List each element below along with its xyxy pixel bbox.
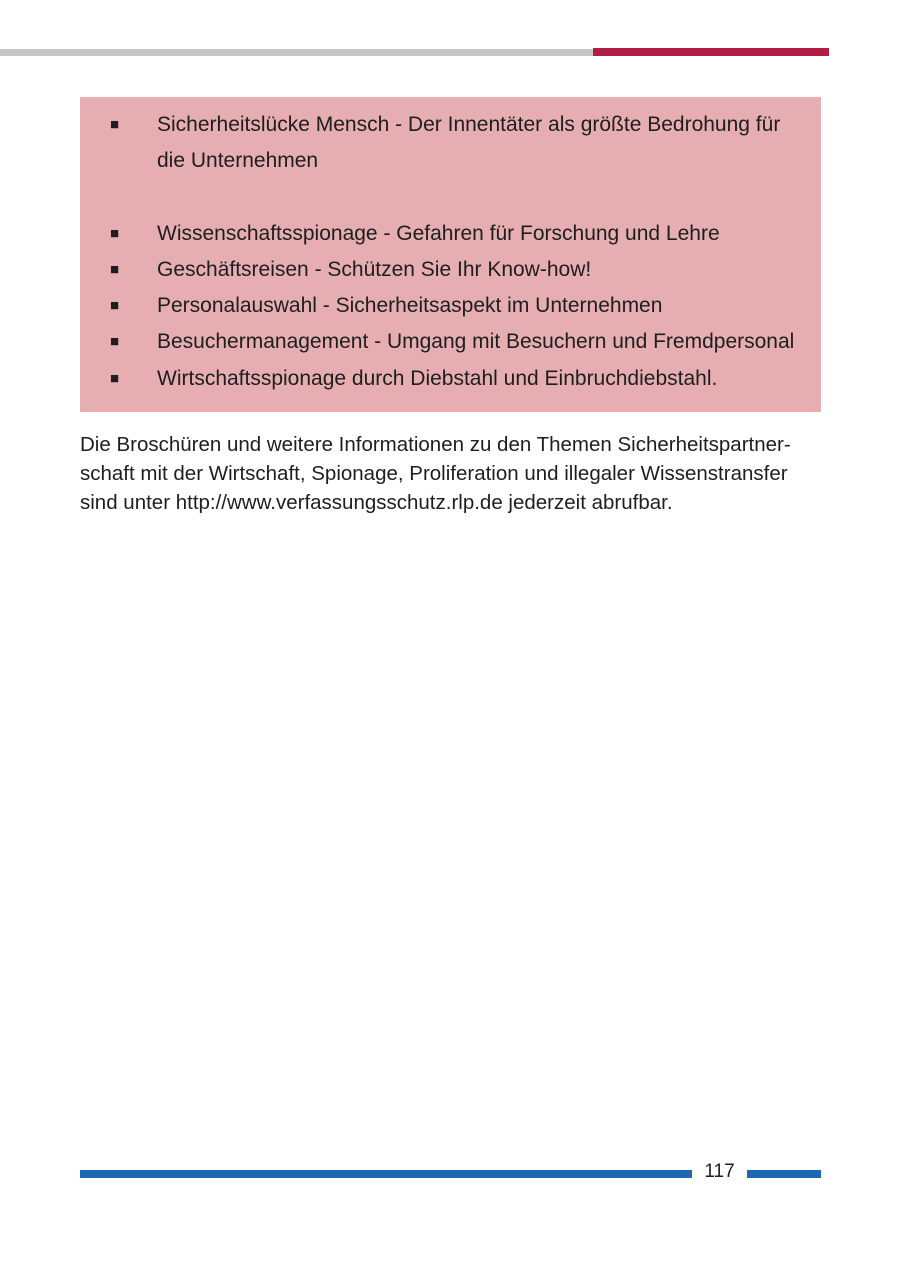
- topic-text: Wirtschaftsspionage durch Diebstahl und Einbruchdiebstahl.: [157, 367, 718, 390]
- bullet-square-icon: ■: [110, 261, 120, 278]
- footer-rule-left: [80, 1170, 692, 1178]
- header-rule-gray: [0, 49, 593, 56]
- topic-list-item: [80, 107, 821, 179]
- topic-text: Wissenschaftsspionage - Gefahren für Forschung und Lehre: [157, 222, 720, 245]
- bullet-square-icon: ■: [110, 333, 120, 350]
- bullet-square-icon: ■: [110, 297, 120, 314]
- bullet-square-icon: ■: [110, 370, 120, 387]
- topic-text: Personalauswahl - Sicherheitsaspekt im Unternehmen: [157, 294, 663, 317]
- topic-box: [80, 97, 821, 412]
- topic-text: Geschäftsreisen - Schützen Sie Ihr Know-how!: [157, 258, 592, 281]
- footer-rule-right: [747, 1170, 821, 1178]
- page-number: 117: [704, 1161, 735, 1182]
- header-rule-red: [593, 48, 829, 56]
- topic-text: Besuchermanagement - Umgang mit Besuchern und Fremdpersonal: [157, 330, 795, 353]
- bullet-square-icon: ■: [110, 116, 120, 133]
- bullet-square-icon: ■: [110, 225, 120, 242]
- info-paragraph: Die Broschüren und weitere Informationen zu den Themen Sicherheitspartner-schaft mit der Wirtschaft, Spionage, Proliferation und illegaler Wissenstransfer sind unter http://www.verfassungsschutz.rlp.de jederzeit abrufbar.: [80, 433, 791, 514]
- topic-text: Sicherheitslücke Mensch - Der Innentäter als größte Bedrohung für die Unternehmen: [157, 113, 781, 172]
